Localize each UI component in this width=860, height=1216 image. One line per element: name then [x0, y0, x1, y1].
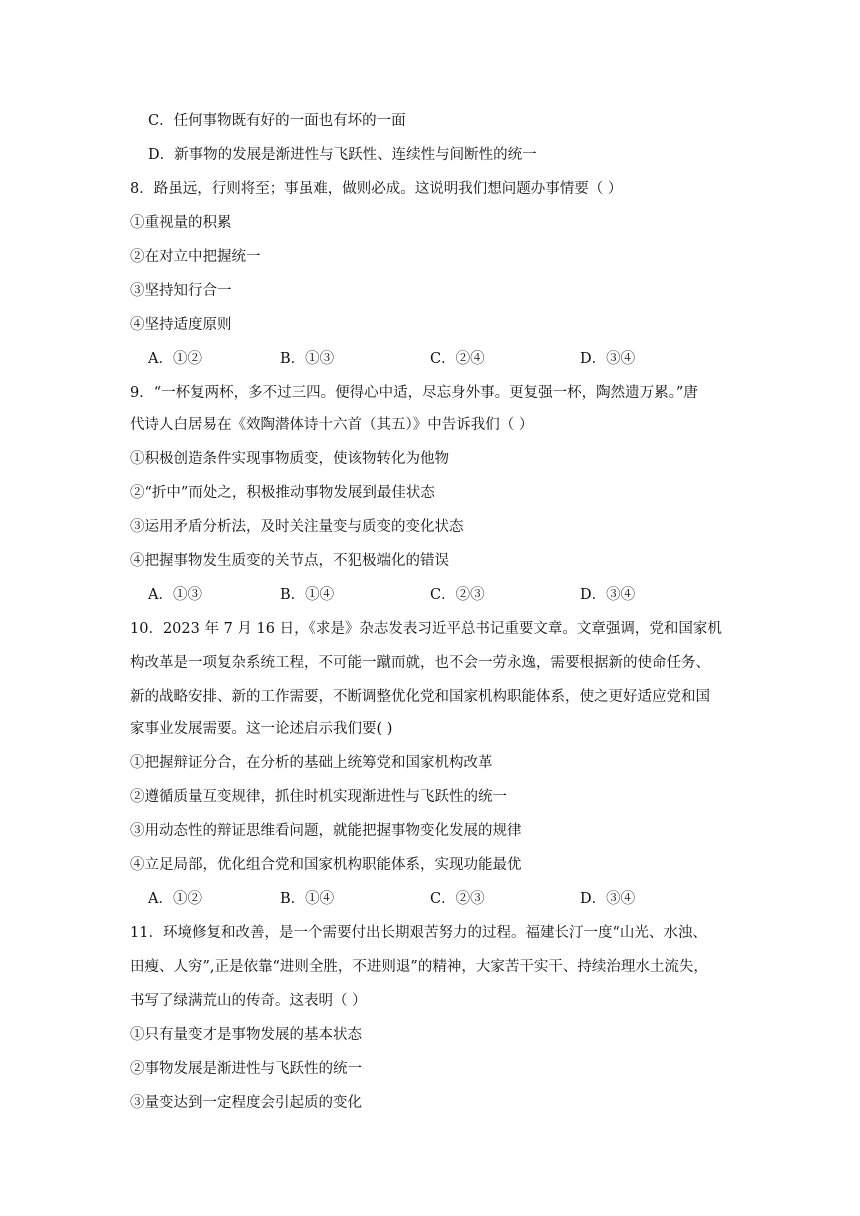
- q10-stem-line1: 10．2023 年 7 月 16 日，《求是》杂志发表习近平总书记重要文章。文章强调，党和国家机: [130, 621, 722, 637]
- q9-item-1: ①积极创造条件实现事物质变，使该物转化为他物: [130, 451, 449, 467]
- q8-stem: 8．路虽远，行则将至；事虽难，做则必成。这说明我们想问题办事情要（ ）: [130, 181, 623, 197]
- q10-item-4: ④立足局部，优化组合党和国家机构职能体系，实现功能最优: [130, 857, 522, 873]
- q10-option-c: C．②③: [430, 891, 485, 907]
- q11-item-3: ③量变达到一定程度会引起质的变化: [130, 1095, 362, 1111]
- q9-stem-line1: 9．“一杯复两杯，多不过三四。便得心中适，尽忘身外事。更复强一杯，陶然遗万累。”唐: [130, 385, 698, 401]
- q10-stem-line3: 新的战略安排、新的工作需要，不断调整优化党和国家机构职能体系，使之更好适应党和国: [130, 689, 710, 705]
- q8-item-2: ②在对立中把握统一: [130, 249, 261, 265]
- q10-option-a: A．①②: [148, 891, 202, 907]
- q9-option-c: C．②③: [430, 587, 485, 603]
- q9-option-d: D．③④: [580, 587, 636, 603]
- q9-option-b: B．①④: [280, 587, 335, 603]
- q10-item-2: ②遵循质量互变规律，抓住时机实现渐进性与飞跃性的统一: [130, 789, 507, 805]
- q8-option-a: A．①②: [148, 351, 202, 367]
- q8-option-c: C．②④: [430, 351, 485, 367]
- q10-item-3: ③用动态性的辩证思维看问题，就能把握事物变化发展的规律: [130, 823, 522, 839]
- q11-stem-line3: 书写了绿满荒山的传奇。这表明（ ）: [130, 993, 367, 1009]
- q10-stem-line2: 构改革是一项复杂系统工程，不可能一蹴而就，也不会一劳永逸，需要根据新的使命任务、: [130, 655, 710, 671]
- q8-option-b: B．①③: [280, 351, 335, 367]
- q10-stem-line4: 家事业发展需要。这一论述启示我们要( ): [130, 721, 393, 737]
- q7-option-c: C．任何事物既有好的一面也有坏的一面: [148, 113, 406, 129]
- q8-item-3: ③坚持知行合一: [130, 283, 232, 299]
- q7-option-d: D．新事物的发展是渐进性与飞跃性、连续性与间断性的统一: [148, 147, 537, 163]
- q11-stem-line2: 田瘦、人穷”,正是依靠“进则全胜，不进则退”的精神，大家苦干实干、持续治理水土流失，: [130, 959, 708, 975]
- q11-stem-line1: 11．环境修复和改善，是一个需要付出长期艰苦努力的过程。福建长汀一度“山光、水浊、: [130, 925, 707, 941]
- q10-option-d: D．③④: [580, 891, 636, 907]
- q10-item-1: ①把握辩证分合，在分析的基础上统筹党和国家机构改革: [130, 755, 493, 771]
- q9-stem-line2: 代诗人白居易在《效陶潜体诗十六首（其五）》中告诉我们（ ）: [130, 417, 534, 433]
- q8-option-d: D．③④: [580, 351, 636, 367]
- q9-option-a: A．①③: [148, 587, 202, 603]
- q10-option-b: B．①④: [280, 891, 335, 907]
- q11-item-1: ①只有量变才是事物发展的基本状态: [130, 1027, 362, 1043]
- q9-item-2: ②“折中”而处之，积极推动事物发展到最佳状态: [130, 485, 435, 501]
- q11-item-2: ②事物发展是渐进性与飞跃性的统一: [130, 1061, 362, 1077]
- q9-item-4: ④把握事物发生质变的关节点，不犯极端化的错误: [130, 553, 449, 569]
- q9-item-3: ③运用矛盾分析法，及时关注量变与质变的变化状态: [130, 519, 464, 535]
- q8-item-1: ①重视量的积累: [130, 215, 232, 231]
- q8-item-4: ④坚持适度原则: [130, 317, 232, 333]
